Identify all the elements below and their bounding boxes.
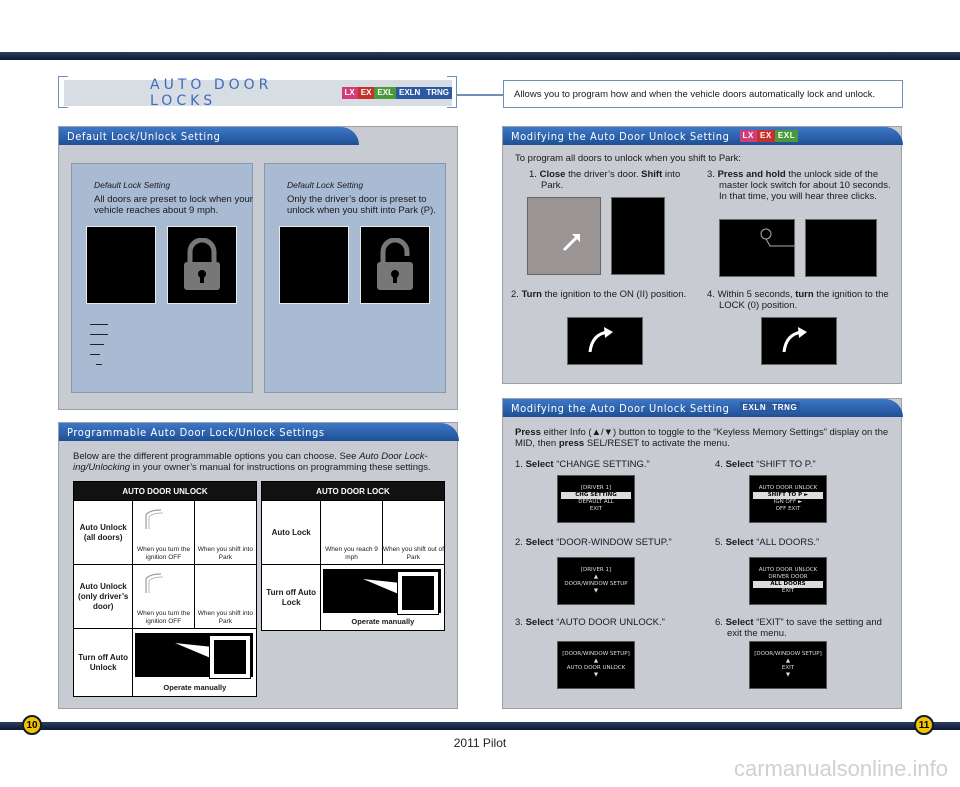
section-title-box — [64, 77, 452, 109]
rotate-arrow-icon — [586, 326, 616, 356]
table-row — [74, 628, 256, 696]
ignition-on-image — [567, 317, 643, 365]
cell-caption: When you shift out of Park — [382, 546, 444, 561]
mid-screen-row: CHG SETTING — [561, 492, 631, 499]
step-1-select: 1. Select “CHANGE SETTING.” — [515, 459, 650, 470]
modify-heading-exln — [503, 399, 903, 417]
mid-screen-row: EXIT — [781, 665, 795, 671]
mid-screen-row: ALL DOORS — [753, 581, 823, 588]
table-cell — [195, 501, 256, 564]
lock-locked-image — [167, 226, 237, 304]
badge-lx: LX — [342, 87, 358, 99]
mid-screen-row: [DOOR/WINDOW SETUP] — [754, 651, 822, 657]
modify-unlock-panel-exln — [502, 398, 902, 709]
bottom-rule — [0, 722, 960, 730]
badge-lx: LX — [740, 130, 757, 142]
lock-table-header: AUTO DOOR LOCK — [262, 482, 444, 500]
badge-ex: EX — [757, 130, 775, 142]
badge-trng: TRNG — [769, 402, 800, 414]
step-2: 2. Turn the ignition to the ON (II) position. — [511, 289, 687, 300]
step-6-select: 6. Select “EXIT” to save the setting and exit the menu. — [715, 617, 882, 639]
modify-heading-lx — [503, 127, 903, 145]
rotate-arrow-icon — [780, 326, 810, 356]
table-row — [74, 564, 256, 628]
table-row — [262, 500, 444, 564]
mid-screen-row: OFF EXIT — [775, 506, 801, 512]
mid-screen-row: [DRIVER 1] — [580, 485, 612, 491]
step-3-select: 3. Select “AUTO DOOR UNLOCK.” — [515, 617, 665, 628]
top-rule — [0, 52, 960, 60]
row-label: Auto Unlock (only driver’s door) — [74, 565, 133, 628]
default-left-desc: All doors are preset to lock when your vehicle reaches about 9 mph. — [94, 194, 253, 216]
intro-box — [503, 80, 903, 108]
mid-screen-row: DOOR/WINDOW SETUP — [564, 581, 628, 587]
door-sketch-icon — [143, 571, 169, 597]
lock-unlocked-image — [360, 226, 430, 304]
table-cell — [133, 501, 194, 564]
mid-screen-row: AUTO DOOR UNLOCK — [758, 485, 818, 491]
door-image-left — [86, 226, 156, 304]
arrow-icon — [560, 228, 586, 254]
lock-switch-image — [719, 219, 795, 277]
footer-model: 2011 Pilot — [453, 736, 507, 750]
default-right-title: Default Lock Setting — [287, 180, 364, 190]
mid-screen-row: EXIT — [589, 506, 603, 512]
table-cell — [321, 501, 382, 564]
cell-caption: When you shift into Park — [197, 546, 253, 561]
trim-badges — [342, 87, 452, 99]
operate-manually-label: Operate manually — [163, 683, 227, 692]
door-sketch-icon — [143, 507, 169, 533]
mid-screen-row: IGN OFF ► — [773, 499, 803, 505]
auto-door-lock-table — [261, 481, 445, 631]
door-image-right — [279, 226, 349, 304]
default-setting-panel — [58, 126, 458, 410]
row-label: Turn off Auto Unlock — [74, 629, 133, 696]
page-number-left: 10 — [22, 715, 42, 735]
mid-screen-row: DRIVER DOOR — [768, 574, 808, 580]
badge-ex: EX — [358, 87, 375, 99]
mid-screen-row: [DOOR/WINDOW SETUP] — [562, 651, 630, 657]
row-label: Auto Lock — [262, 501, 321, 564]
padlock-open-icon — [373, 238, 417, 292]
mid-screen-change-setting — [557, 475, 635, 523]
ignition-lock-image — [761, 317, 837, 365]
step-3: 3. Press and hold the unlock side of the master lock switch for about 10 seconds. In that time, you will hear three clicks. — [707, 169, 891, 202]
door-close-image — [527, 197, 601, 275]
trim-badges — [740, 130, 799, 142]
table-row — [74, 500, 256, 564]
cell-caption: When you turn the ignition OFF — [136, 610, 191, 625]
step-5-select: 5. Select “ALL DOORS.” — [715, 537, 820, 548]
mid-screen-row: ▲ — [593, 658, 599, 664]
table-cell — [383, 501, 444, 564]
row-label: Turn off Auto Lock — [262, 565, 321, 630]
mid-screen-all-doors — [749, 557, 827, 605]
programmable-heading — [59, 423, 459, 441]
auto-door-unlock-table — [73, 481, 257, 697]
programmable-settings-panel — [58, 422, 458, 709]
cell-caption: When you turn the ignition OFF — [136, 546, 191, 561]
modify-unlock-panel-lx — [502, 126, 902, 384]
modify-heading-text: Modifying the Auto Door Unlock Setting — [511, 129, 730, 143]
switch-callout — [720, 220, 796, 278]
unlock-table-header: AUTO DOOR UNLOCK — [74, 482, 256, 500]
operate-manually-cell — [321, 565, 444, 630]
callout-box — [209, 635, 251, 679]
default-setting-heading — [59, 127, 359, 145]
step-2-select: 2. Select “DOOR-WINDOW SETUP.” — [515, 537, 672, 548]
operate-manually-cell — [133, 629, 256, 696]
step-4-select: 4. Select “SHIFT TO P.” — [715, 459, 816, 470]
table-cell — [195, 565, 256, 628]
title-connector — [457, 94, 503, 96]
default-lock-right-box — [264, 163, 446, 393]
table-cell — [133, 565, 194, 628]
mid-screen-row: ▲ — [593, 574, 599, 580]
mid-screen-row: [DRIVER 1] — [580, 567, 612, 573]
badge-exln: EXLN — [740, 402, 770, 414]
modify1-intro: To program all doors to unlock when you shift to Park: — [515, 153, 742, 164]
programmable-heading-text: Programmable Auto Door Lock/Unlock Settings — [67, 425, 325, 439]
cell-caption: When you reach 9 mph — [325, 546, 378, 561]
page-number-right: 11 — [914, 715, 934, 735]
title-bracket-right — [447, 76, 457, 108]
shifter-image — [611, 197, 665, 275]
badge-exl: EXL — [775, 130, 798, 142]
modify-heading-text: Modifying the Auto Door Unlock Setting — [511, 401, 730, 415]
mid-screen-door-window — [557, 557, 635, 605]
decor-lines — [90, 324, 110, 374]
table-row — [262, 564, 444, 630]
mid-screen-row: AUTO DOOR UNLOCK — [566, 665, 626, 671]
mid-screen-exit — [749, 641, 827, 689]
mid-screen-row: ▲ — [785, 658, 791, 664]
badge-trng: TRNG — [423, 87, 452, 99]
callout-box — [397, 571, 439, 615]
badge-exln: EXLN — [396, 87, 423, 99]
mid-screen-row: AUTO DOOR UNLOCK — [758, 567, 818, 573]
row-label: Auto Unlock (all doors) — [74, 501, 133, 564]
badge-exl: EXL — [374, 87, 396, 99]
intro-text: Allows you to program how and when the vehicle doors automatically lock and unlock. — [514, 88, 876, 100]
mid-screen-shift-to-p — [749, 475, 827, 523]
mid-screen-row: EXIT — [781, 588, 795, 594]
trim-badges — [740, 402, 801, 414]
lock-switch-detail-image — [805, 219, 877, 277]
mid-screen-row: SHIFT TO P ► — [753, 492, 823, 499]
step-1: 1. Close the driver’s door. Shift into Park. — [529, 169, 681, 191]
cell-caption: When you shift into Park — [197, 610, 253, 625]
mid-screen-auto-door-unlock — [557, 641, 635, 689]
operate-manually-label: Operate manually — [351, 617, 415, 626]
padlock-closed-icon — [180, 238, 224, 292]
mid-screen-row: ▼ — [593, 672, 599, 678]
mid-screen-row: ▼ — [785, 672, 791, 678]
watermark: carmanualsonline.info — [733, 756, 948, 781]
default-right-desc: Only the driver’s door is preset to unlock when you shift into Park (P). — [287, 194, 436, 216]
mid-screen-row: ▼ — [593, 588, 599, 594]
page-title: AUTO DOOR LOCKS — [150, 77, 273, 109]
step-4: 4. Within 5 seconds, turn the ignition to the LOCK (0) position. — [707, 289, 889, 311]
programmable-intro: Below are the different programmable options you can choose. See Auto Door Lock-ing/Unlocking in your owner’s manual for instructions on programming these settings. — [73, 451, 431, 473]
default-left-title: Default Lock Setting — [94, 180, 171, 190]
modify2-intro: Press either Info (▲/▼) button to toggle to the “Keyless Memory Settings” display on the MID, then press SEL/RESET to activate the menu. — [515, 427, 889, 449]
mid-screen-row: DEFAULT ALL — [578, 499, 614, 505]
default-lock-left-box — [71, 163, 253, 393]
default-heading-text: Default Lock/Unlock Setting — [67, 129, 221, 143]
